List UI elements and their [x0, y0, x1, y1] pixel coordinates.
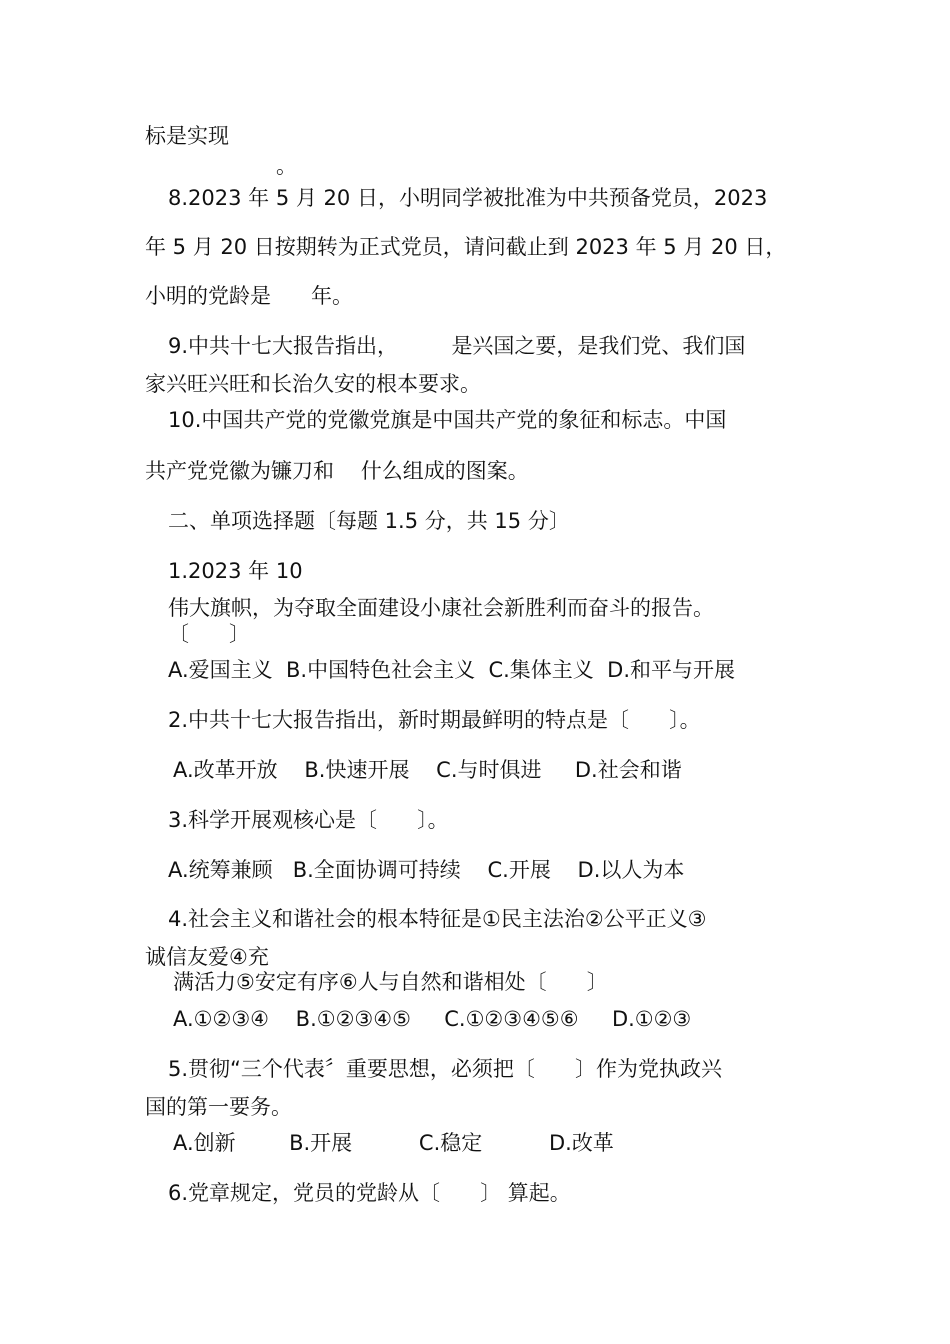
- choice-1-line-2: 伟大旗帜，为夺取全面建设小康社会新胜利而奋斗的报告。: [168, 596, 714, 620]
- choice-5-line-1: 5.贯彻“三个代表〞重要思想，必须把〔 〕作为党执政兴: [168, 1057, 722, 1081]
- q8-line-2: 年 5 月 20 日按期转为正式党员，请问截止到 2023 年 5 月 20 日，: [145, 235, 787, 259]
- choice-1-options: A.爱国主义 B.中国特色社会主义 C.集体主义 D.和平与开展: [168, 658, 735, 682]
- choice-2-options: A.改革开放 B.快速开展 C.与时俱进 D.社会和谐: [173, 758, 682, 782]
- choice-3-options: A.统筹兼顾 B.全面协调可持续 C.开展 D.以人为本: [168, 858, 685, 882]
- q8-line-3: 小明的党龄是 年。: [145, 284, 354, 308]
- choice-5-options: A.创新 B.开展 C.稳定 D.改革: [173, 1131, 614, 1155]
- choice-3-question: 3.科学开展观核心是〔 〕。: [168, 808, 449, 832]
- choice-4-line-1: 4.社会主义和谐社会的根本特征是①民主法治②公平正义③: [168, 907, 707, 931]
- choice-1-answer-blank: 〔 〕: [168, 622, 251, 646]
- choice-4-line-2: 诚信友爱④充: [145, 945, 269, 969]
- q10-line-2: 共产党党徽为镰刀和 什么组成的图案。: [145, 459, 529, 483]
- choice-6-question: 6.党章规定，党员的党龄从〔 〕 算起。: [168, 1181, 571, 1205]
- q9-line-1: 9.中共十七大报告指出， 是兴国之要，是我们党、我们国: [168, 334, 746, 358]
- q7-period-text: 。: [276, 154, 297, 178]
- choice-4-line-3: 满活力⑤安定有序⑥人与自然和谐相处〔 〕: [173, 970, 608, 994]
- q8-line-1: 8.2023 年 5 月 20 日，小明同学被批准为中共预备党员，2023: [168, 186, 768, 210]
- q9-line-2: 家兴旺兴旺和长治久安的根本要求。: [145, 372, 481, 396]
- choice-5-line-2: 国的第一要务。: [145, 1095, 292, 1119]
- choice-2-question: 2.中共十七大报告指出，新时期最鲜明的特点是〔 〕。: [168, 708, 701, 732]
- q7-tail-text: 标是实现: [145, 124, 229, 148]
- section-2-heading: 二、单项选择题〔每题 1.5 分，共 15 分〕: [168, 509, 570, 533]
- choice-4-options: A.①②③④ B.①②③④⑤ C.①②③④⑤⑥ D.①②③: [173, 1007, 692, 1031]
- choice-1-line-1: 1.2023 年 10: [168, 559, 303, 583]
- q10-line-1: 10.中国共产党的党徽党旗是中国共产党的象征和标志。中国: [168, 408, 727, 432]
